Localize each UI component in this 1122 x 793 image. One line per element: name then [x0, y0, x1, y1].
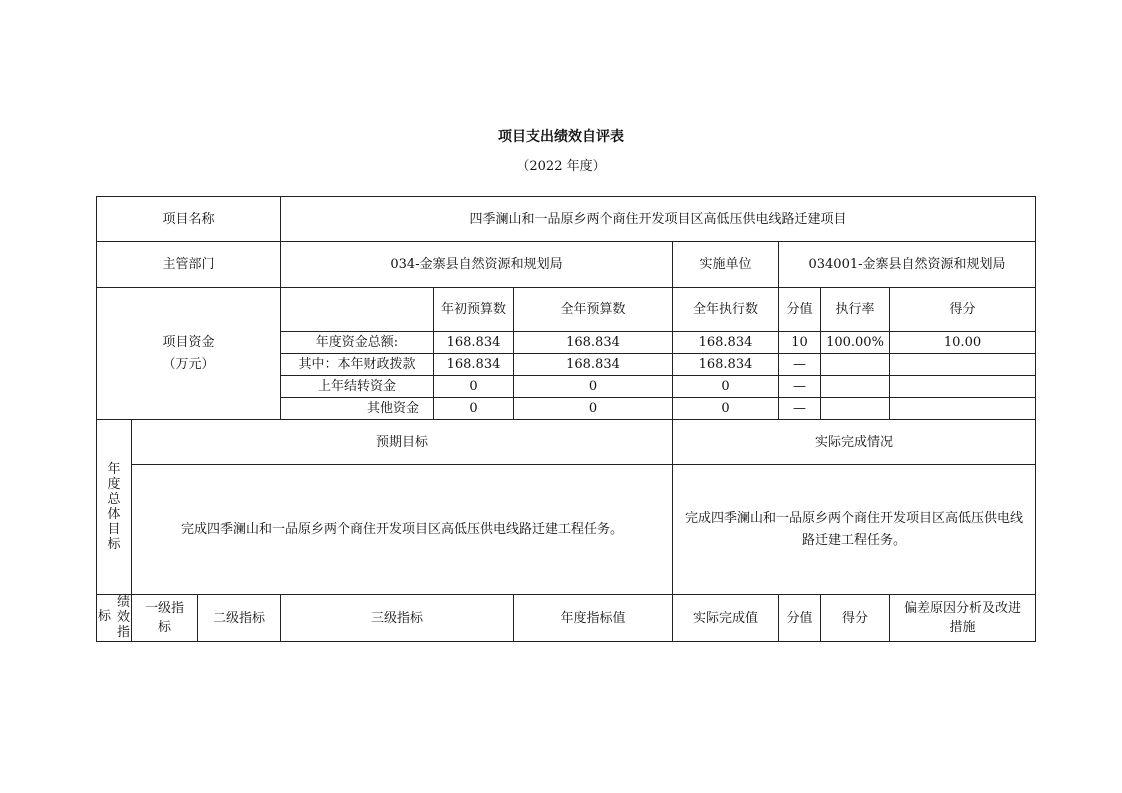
funds-row-score [890, 398, 1036, 420]
header-annual-exec: 全年执行数 [673, 288, 779, 332]
expected-goal-header: 预期目标 [132, 420, 673, 465]
funds-row-label: 其他资金 [281, 398, 434, 420]
funds-row-initial: 0 [434, 376, 514, 398]
project-name-row [97, 197, 1036, 242]
funds-row-initial: 168.834 [434, 354, 514, 376]
funds-row-annual: 168.834 [514, 332, 673, 354]
funds-label-line1: 项目资金 [162, 334, 215, 350]
funds-row-annual: 0 [514, 376, 673, 398]
funds-header-blank [281, 288, 434, 332]
level2-indicator-header: 二级指标 [198, 595, 281, 642]
funds-row-score: 10.00 [890, 332, 1036, 354]
funds-row-rate: 100.00% [821, 332, 890, 354]
expected-goal-text: 完成四季澜山和一品原乡两个商住开发项目区高低压供电线路迁建工程任务。 [132, 465, 673, 595]
indicators-header-row [97, 595, 1036, 642]
header-annual-budget: 全年预算数 [514, 288, 673, 332]
funds-row-rate [821, 376, 890, 398]
funds-row-exec: 0 [673, 398, 779, 420]
project-name-label: 项目名称 [97, 197, 281, 242]
funds-row-initial: 0 [434, 398, 514, 420]
header-initial-budget: 年初预算数 [434, 288, 514, 332]
funds-row-annual: 168.834 [514, 354, 673, 376]
funds-row-label: 年度资金总额: [281, 332, 434, 354]
funds-row-score-value: — [779, 398, 821, 420]
evaluation-table [96, 196, 1036, 642]
funds-row-score-value: — [779, 376, 821, 398]
funds-row-exec: 168.834 [673, 354, 779, 376]
goals-content-row [97, 465, 1036, 595]
funds-row-score [890, 354, 1036, 376]
dept-value: 034-金寨县自然资源和规划局 [281, 242, 673, 288]
page-subtitle: （2022 年度） [516, 159, 606, 174]
funds-header-row [97, 288, 1036, 332]
level3-indicator-header: 三级指标 [281, 595, 514, 642]
funds-row-label: 上年结转资金 [281, 376, 434, 398]
goals-header-row [97, 420, 1036, 465]
funds-row-rate [821, 398, 890, 420]
funds-row-score [890, 376, 1036, 398]
actual-value-header: 实际完成值 [673, 595, 779, 642]
indicators-side-left: 标 [98, 609, 112, 624]
funds-row-exec: 0 [673, 376, 779, 398]
impl-unit-label: 实施单位 [673, 242, 779, 288]
actual-completion-text: 完成四季澜山和一品原乡两个商住开发项目区高低压供电线路迁建工程任务。 [673, 465, 1036, 595]
annual-target-header: 年度指标值 [514, 595, 673, 642]
deviation-analysis-header: 偏差原因分析及改进措施 [890, 595, 1036, 642]
funds-label [97, 288, 281, 420]
dept-label: 主管部门 [97, 242, 281, 288]
funds-row-initial: 168.834 [434, 332, 514, 354]
header-exec-rate: 执行率 [821, 288, 890, 332]
page-title: 项目支出绩效自评表 [498, 129, 624, 145]
department-row [97, 242, 1036, 288]
funds-row-label: 其中：本年财政拨款 [281, 354, 434, 376]
project-name-value: 四季澜山和一品原乡两个商住开发项目区高低压供电线路迁建项目 [281, 197, 1036, 242]
impl-unit-value: 034001-金寨县自然资源和规划局 [779, 242, 1036, 288]
performance-indicators-label [97, 595, 132, 642]
funds-label-line2: （万元） [162, 356, 215, 372]
level1-indicator-header: 一级指标 [132, 595, 198, 642]
funds-row-score-value: — [779, 354, 821, 376]
header-score-value: 分值 [779, 288, 821, 332]
funds-row-exec: 168.834 [673, 332, 779, 354]
funds-row-annual: 0 [514, 398, 673, 420]
indicators-side-right: 绩 效 指 [116, 595, 130, 640]
funds-row-score-value: 10 [779, 332, 821, 354]
actual-completion-header: 实际完成情况 [673, 420, 1036, 465]
funds-row-rate [821, 354, 890, 376]
header-score: 得分 [890, 288, 1036, 332]
indicator-score-value-header: 分值 [779, 595, 821, 642]
indicator-score-header: 得分 [821, 595, 890, 642]
annual-overall-goals-label: 年 度 总 体 目 标 [97, 420, 132, 595]
